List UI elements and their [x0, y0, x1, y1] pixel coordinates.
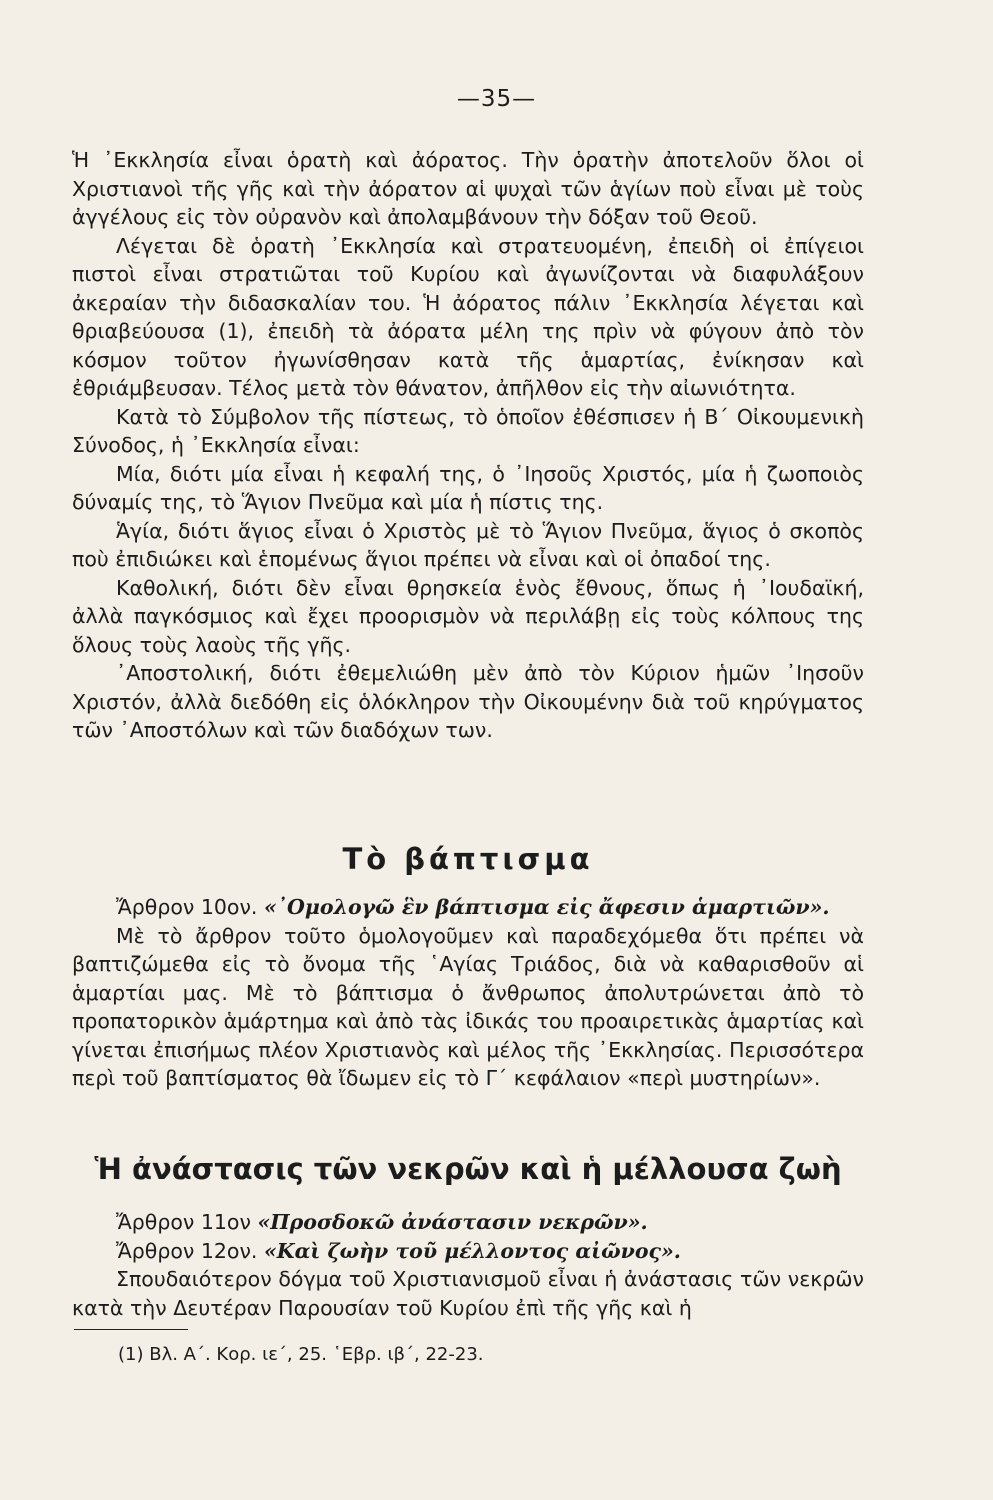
paragraph: Μία, διότι μία εἶναι ἡ κεφαλή της, ὁ ᾿Ιησοῦς Χριστός, μία ἡ ζωοποιὸς δύναμίς της, τὸ Ἅγιον Πνεῦμα καὶ μία ἡ πίστις της. [72, 461, 864, 514]
paragraph: Σπουδαιότερον δόγμα τοῦ Χριστιανισμοῦ εἶναι ἡ ἀνάστασις τῶν νεκρῶν κατὰ τὴν Δευτέραν Παρουσίαν τοῦ Κυρίου ἐπὶ τῆς γῆς καὶ ἡ [72, 1267, 864, 1320]
resurrection-section [72, 1208, 864, 1322]
section-heading-resurrection: Ἡ ἀνάστασις τῶν νεκρῶν καὶ ἡ μέλλουσα ζωὴ [94, 1152, 842, 1186]
paragraph: Ἡ ᾿Εκκλησία εἶναι ὁρατὴ καὶ ἀόρατος. Τὴν ὁρατὴν ἀποτελοῦν ὅλοι οἱ Χριστιανοὶ τῆς γῆς καὶ τὴν ἀόρατον αἱ ψυχαὶ τῶν ἁγίων ποὺ εἶναι μὲ τοὺς ἀγγέλους εἰς τὸν οὐρανὸν καὶ ἀπολαμβάνουν τὴν δόξαν τοῦ Θεοῦ. [72, 148, 864, 229]
article-line [72, 1208, 864, 1237]
article-line [72, 1237, 864, 1266]
creed-quote: «Προσδοκῶ ἀνάστασιν νεκρῶν». [257, 1210, 648, 1234]
paragraph: Ἁγία, διότι ἅγιος εἶναι ὁ Χριστὸς μὲ τὸ Ἅγιον Πνεῦμα, ἅγιος ὁ σκοπὸς ποὺ ἐπιδιώκει καὶ ἑπομένως ἅγιοι πρέπει νὰ εἶναι καὶ οἱ ὀπαδοί της. [72, 518, 864, 571]
section-heading-baptism: Τὸ βάπτισμα [342, 842, 594, 876]
baptism-section [72, 893, 864, 1093]
paragraph: Λέγεται δὲ ὁρατὴ ᾿Εκκλησία καὶ στρατευομένη, ἐπειδὴ οἱ ἐπίγειοι πιστοὶ εἶναι στρατιῶται τοῦ Κυρίου καὶ ἀγωνίζονται νὰ διαφυλάξουν ἀκεραίαν τὴν διδασκαλίαν του. Ἡ ἀόρατος πάλιν ᾿Εκκλησία λέγεται καὶ θριαβεύουσα (1), ἐπειδὴ τὰ ἀόρατα μέλη της πρὶν νὰ φύγουν ἀπὸ τὸν κόσμον τοῦτον ἠγωνίσθησαν κατὰ τῆς ἁμαρτίας, ἐνίκησαν καὶ ἐθριάμβευσαν. Τέλος μετὰ τὸν θάνατον, ἀπῆλθον εἰς τὴν αἰωνιότητα. [72, 233, 864, 400]
article-number: Ἄρθρον 12ον. [116, 1238, 258, 1263]
paragraph: Καθολική, διότι δὲν εἶναι θρησκεία ἑνὸς ἔθνους, ὅπως ἡ ᾿Ιουδαϊκή, ἀλλὰ παγκόσμιος καὶ ἔχει προορισμὸν νὰ περιλάβῃ εἰς τοὺς κόλπους της ὅλους τοὺς λαοὺς τῆς γῆς. [72, 575, 864, 657]
article-number: Ἄρθρον 10ον. [116, 895, 258, 919]
article-line [72, 893, 864, 922]
paragraph: ᾿Αποστολική, διότι ἐθεμελιώθη μὲν ἀπὸ τὸν Κύριον ἡμῶν ᾿Ιησοῦν Χριστόν, ἀλλὰ διεδόθη εἰς ὁλόκληρον τὴν Οἰκουμένην διὰ τοῦ κηρύγματος τῶν ᾿Αποστόλων καὶ τῶν διαδόχων των. [72, 661, 864, 742]
paragraph: Κατὰ τὸ Σύμβολον τῆς πίστεως, τὸ ὁποῖον ἐθέσπισεν ἡ Β΄ Οἰκουμενικὴ Σύνοδος, ἡ ᾿Εκκλησία εἶναι: [72, 404, 864, 457]
creed-quote: «᾿Ομολογῶ ἓν βάπτισμα εἰς ἄφεσιν ἁμαρτιῶν». [263, 895, 830, 919]
church-section [72, 146, 864, 745]
page-number: —35— [456, 86, 537, 112]
paragraph: Μὲ τὸ ἄρθρον τοῦτο ὁμολογοῦμεν καὶ παραδεχόμεθα ὅτι πρέπει νὰ βαπτιζώμεθα εἰς τὸ ὄνομα τῆς ῾Αγίας Τριάδος, διὰ νὰ καθαρισθοῦν αἱ ἁμαρτίαι μας. Μὲ τὸ βάπτισμα ὁ ἄνθρωπος ἀπολυτρώνεται ἀπὸ τὸ προπατορικὸν ἁμάρτημα καὶ ἀπὸ τὰς ἰδικάς του προαιρετικὰς ἁμαρτίας καὶ γίνεται ἐπισήμως πλέον Χριστιανὸς καὶ μέλος τῆς ᾿Εκκλησίας. Περισσότερα περὶ τοῦ βαπτίσματος θὰ ἴδωμεν εἰς τὸ Γ΄ κεφάλαιον «περὶ μυστηρίων». [72, 923, 864, 1090]
footnote: (1) Βλ. Α΄. Κορ. ιε΄, 25. ῾Εβρ. ιβ΄, 22-23. [118, 1344, 484, 1365]
creed-quote: «Καὶ ζωὴν τοῦ μέλλοντος αἰῶνος». [263, 1238, 681, 1263]
article-number: Ἄρθρον 11ον [116, 1210, 251, 1234]
footnote-divider [74, 1329, 188, 1330]
